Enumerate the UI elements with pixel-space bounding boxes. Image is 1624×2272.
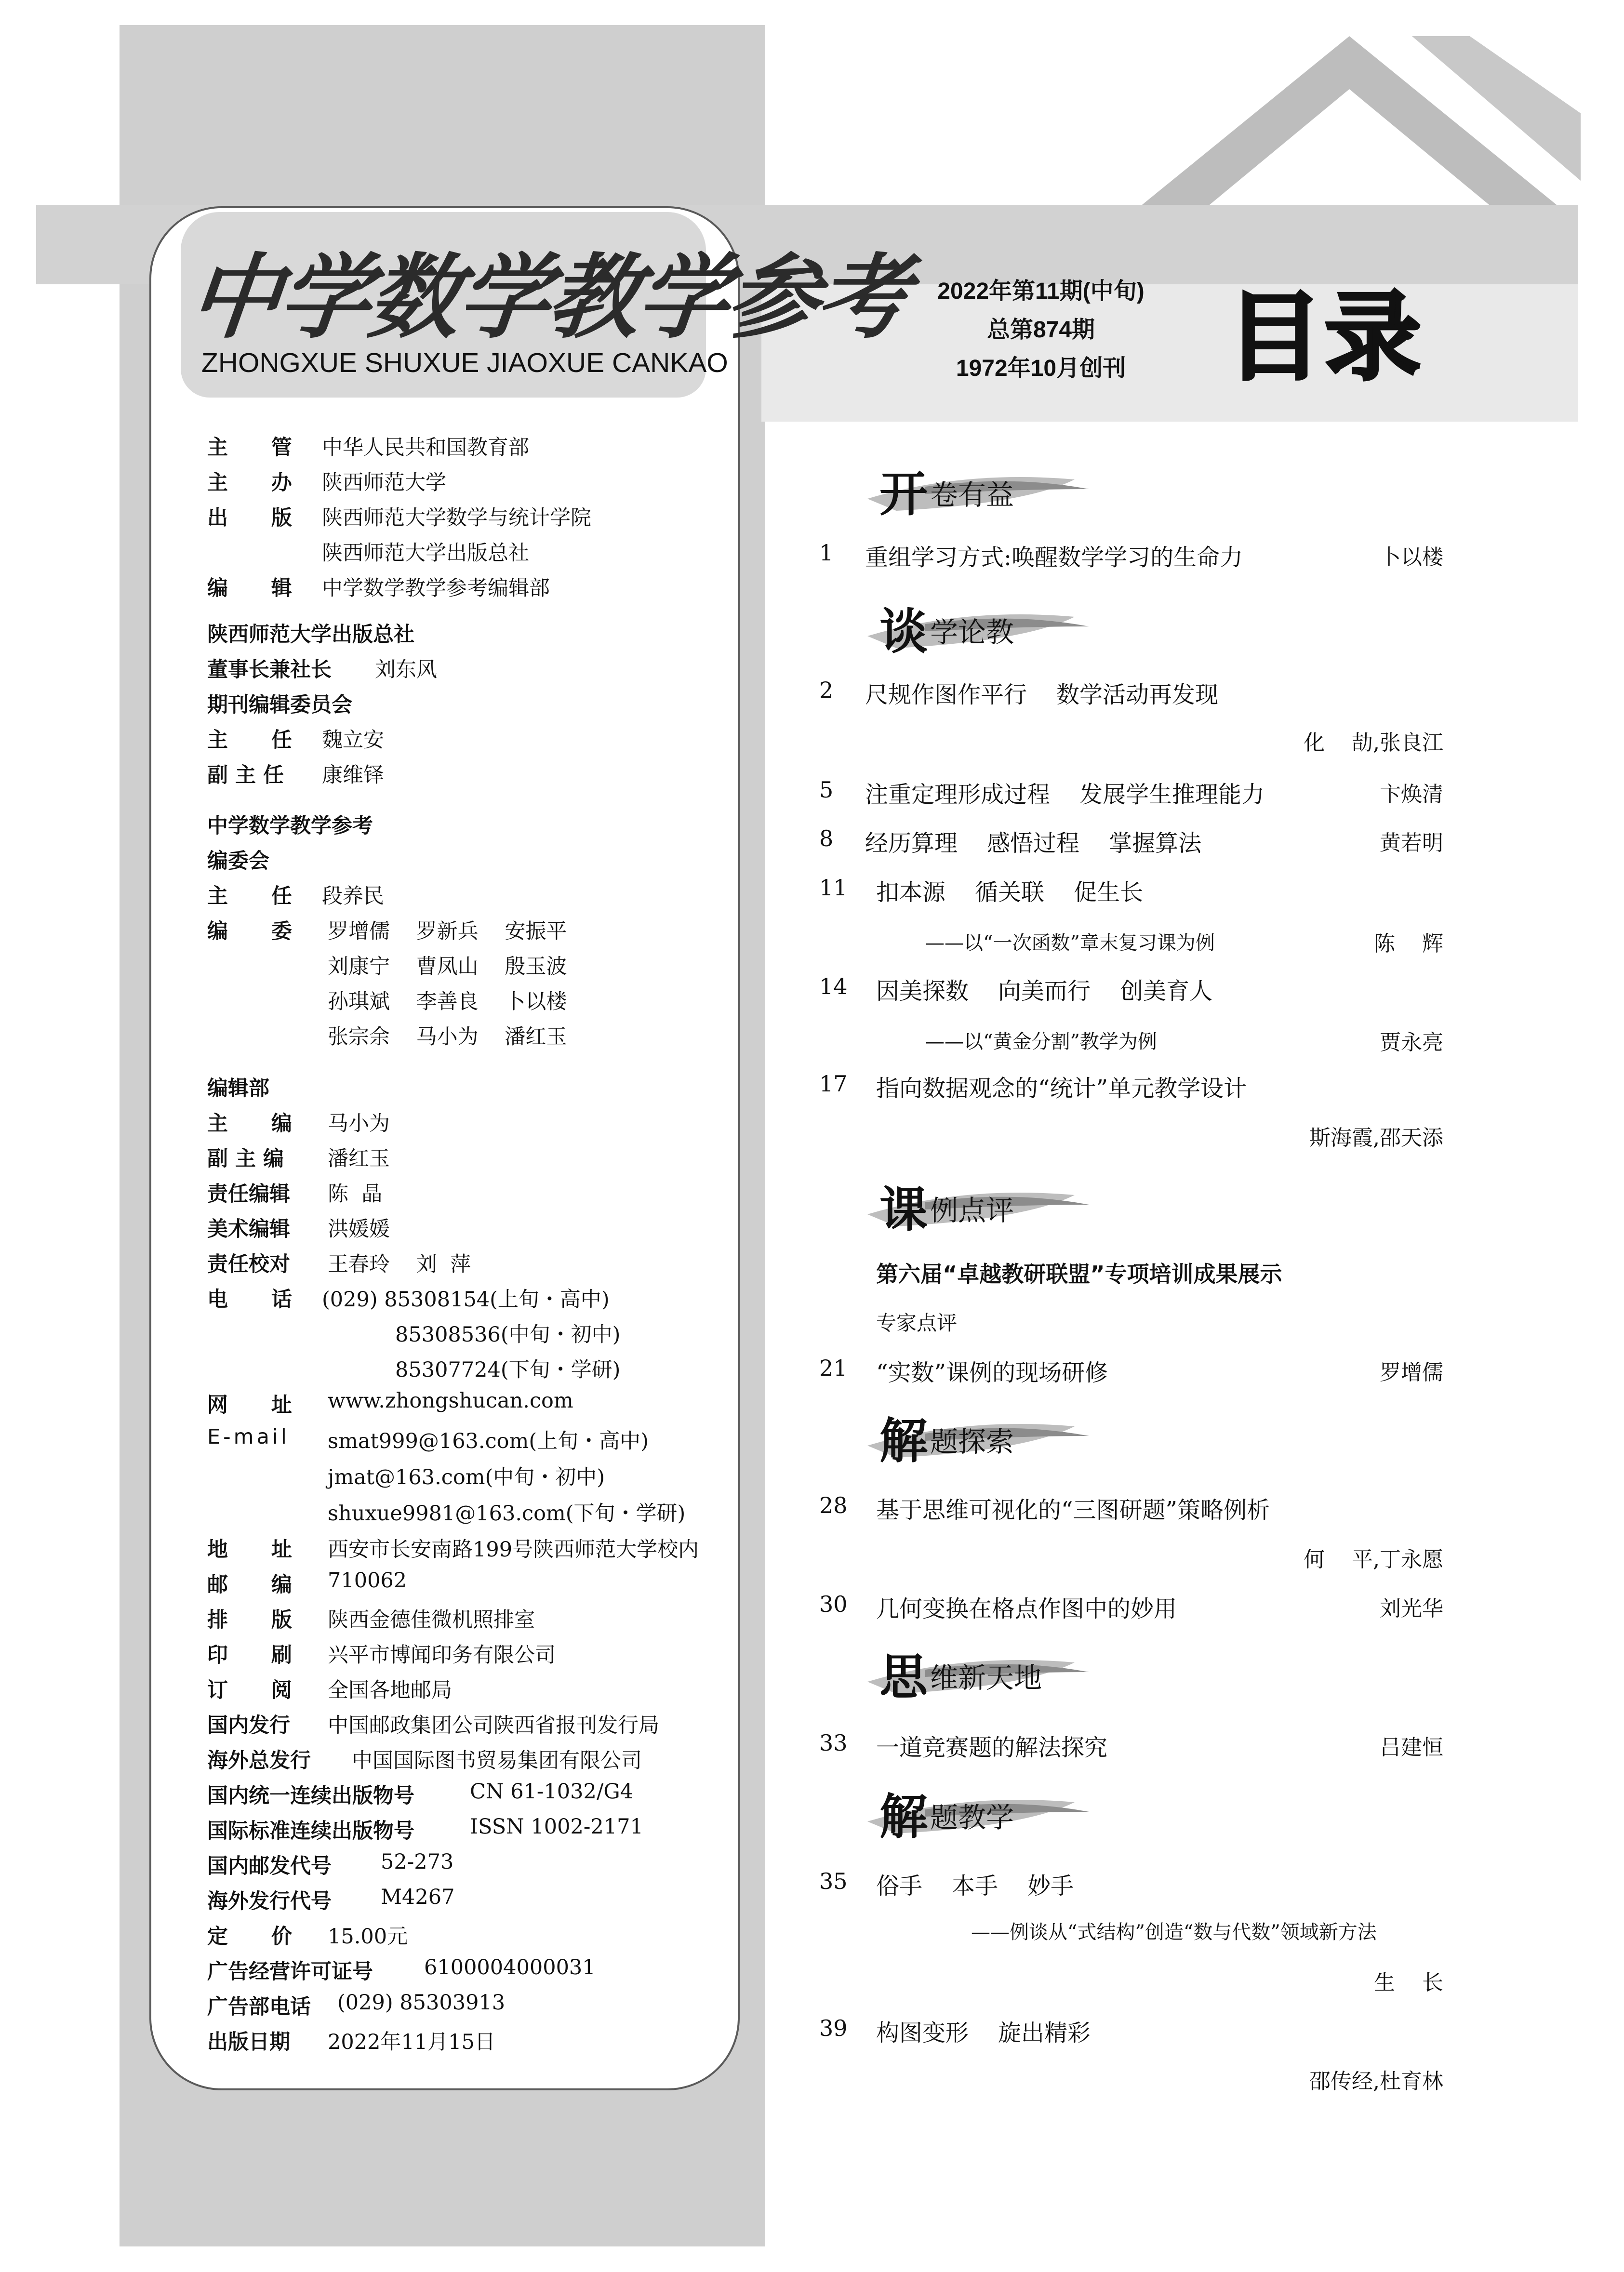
issue-number: 2022年第11期(中旬) bbox=[937, 279, 1145, 304]
info-label: 广告部电话 bbox=[207, 1995, 311, 2019]
info-value: ISSN 1002-2171 bbox=[470, 1815, 643, 1839]
email-link[interactable]: smat999@163.com(上旬・高中) bbox=[328, 1429, 649, 1453]
info-heading: 编委会 bbox=[207, 849, 269, 873]
section-initial: 解 bbox=[879, 1789, 928, 1845]
info-value: 中学数学教学参考编辑部 bbox=[322, 576, 550, 600]
toc-page: 39 bbox=[819, 2015, 848, 2041]
info-value: 52-273 bbox=[381, 1850, 454, 1874]
section-initial: 谈 bbox=[879, 603, 928, 660]
info-label: 海外总发行 bbox=[207, 1749, 311, 1773]
section-initial: 解 bbox=[879, 1413, 928, 1469]
toc-author: 贾永亮 bbox=[1380, 1030, 1443, 1055]
info-value: 罗增儒 罗新兵 安振平 bbox=[328, 919, 567, 943]
info-label: E-mail bbox=[207, 1425, 290, 1449]
info-value: 孙琪斌 李善良 卜以楼 bbox=[328, 990, 567, 1014]
info-value: 陈 晶 bbox=[328, 1182, 383, 1206]
info-value: 兴平市博闻印务有限公司 bbox=[328, 1643, 556, 1667]
toc-page: 21 bbox=[819, 1355, 848, 1381]
info-label: 责任校对 bbox=[207, 1252, 290, 1276]
toc-page: 17 bbox=[819, 1071, 848, 1097]
special-topic: 第六届“卓越教研联盟”专项培训成果展示 bbox=[876, 1261, 1282, 1287]
info-label: 主 任 bbox=[207, 884, 292, 908]
info-value: 全国各地邮局 bbox=[328, 1678, 452, 1702]
info-label: 邮 编 bbox=[207, 1573, 292, 1597]
info-label: 美术编辑 bbox=[207, 1217, 290, 1241]
info-value: 马小为 bbox=[328, 1112, 390, 1136]
info-label: 主 办 bbox=[207, 471, 292, 495]
price-value: 15.00元 bbox=[328, 1925, 408, 1949]
info-value: 段养民 bbox=[322, 884, 384, 908]
toc-author: 罗增儒 bbox=[1380, 1360, 1443, 1385]
section-label: 题探索 bbox=[930, 1425, 1014, 1458]
section-initial: 课 bbox=[879, 1182, 928, 1238]
website-link[interactable]: www.zhongshucan.com bbox=[328, 1389, 573, 1413]
toc-title[interactable]: 一道竞赛题的解法探究 bbox=[876, 1734, 1108, 1761]
toc-page: 28 bbox=[819, 1492, 848, 1518]
section-header bbox=[867, 1638, 1089, 1705]
toc-page: 33 bbox=[819, 1730, 848, 1756]
info-value: 陕西师范大学出版总社 bbox=[322, 541, 529, 565]
toc-author: 刘光华 bbox=[1380, 1596, 1443, 1621]
expert-comment: 专家点评 bbox=[876, 1311, 958, 1335]
info-value: 刘东风 bbox=[375, 658, 437, 682]
info-value: 中国国际图书贸易集团有限公司 bbox=[352, 1749, 642, 1773]
section-header bbox=[867, 455, 1089, 522]
toc-title[interactable]: 经历算理 感悟过程 掌握算法 bbox=[865, 830, 1202, 857]
info-label: 出 版 bbox=[207, 506, 292, 530]
section-header bbox=[867, 1402, 1089, 1469]
roof-graphic bbox=[1123, 36, 1581, 210]
info-label: 国内邮发代号 bbox=[207, 1854, 332, 1878]
info-label: 董事长兼社长 bbox=[207, 658, 332, 682]
info-value: 2022年11月15日 bbox=[328, 2030, 495, 2054]
toc-title[interactable]: 构图变形 旋出精彩 bbox=[876, 2020, 1091, 2046]
info-value: 洪媛媛 bbox=[328, 1217, 390, 1241]
issue-total: 总第874期 bbox=[986, 317, 1095, 343]
info-label: 国内统一连续出版物号 bbox=[207, 1784, 414, 1808]
toc-author: 陈 辉 bbox=[1374, 931, 1443, 956]
info-heading: 编辑部 bbox=[207, 1076, 269, 1101]
info-label: 印 刷 bbox=[207, 1643, 292, 1667]
toc-title[interactable]: 基于思维可视化的“三图研题”策略例析 bbox=[876, 1497, 1270, 1524]
section-label: 卷有益 bbox=[930, 478, 1014, 511]
toc-page: 1 bbox=[819, 540, 834, 566]
toc-author: 邵传经,杜育林 bbox=[1309, 2069, 1443, 2094]
toc-page: 35 bbox=[819, 1868, 848, 1894]
toc-title[interactable]: 指向数据观念的“统计”单元教学设计 bbox=[876, 1075, 1247, 1102]
info-label: 主 管 bbox=[207, 436, 292, 460]
info-label: 订 阅 bbox=[207, 1678, 292, 1702]
info-value: CN 61-1032/G4 bbox=[470, 1780, 634, 1804]
toc-title[interactable]: 尺规作图作平行 数学活动再发现 bbox=[865, 681, 1219, 708]
toc-title[interactable]: 俗手 本手 妙手 bbox=[876, 1873, 1074, 1900]
toc-page: 14 bbox=[819, 973, 848, 999]
toc-page: 5 bbox=[819, 777, 834, 803]
toc-title[interactable]: 几何变换在格点作图中的妙用 bbox=[876, 1595, 1177, 1622]
toc-page: 30 bbox=[819, 1591, 848, 1617]
info-label: 定 价 bbox=[207, 1925, 292, 1949]
info-value: 西安市长安南路199号陕西师范大学校内 bbox=[328, 1538, 699, 1562]
toc-author: 何 平,丁永愿 bbox=[1304, 1547, 1443, 1572]
page-title: 目录 bbox=[1226, 281, 1424, 394]
toc-author: 生 长 bbox=[1374, 1970, 1443, 1995]
info-label: 地 址 bbox=[207, 1538, 292, 1562]
info-heading: 中学数学教学参考 bbox=[207, 814, 373, 838]
info-heading: 陕西师范大学出版总社 bbox=[207, 623, 414, 647]
section-label: 维新天地 bbox=[930, 1661, 1042, 1694]
toc-page: 2 bbox=[819, 677, 834, 703]
info-value: M4267 bbox=[381, 1885, 455, 1909]
info-label: 电 话 bbox=[207, 1288, 292, 1312]
info-label: 副 主 任 bbox=[207, 763, 284, 787]
info-value: 710062 bbox=[328, 1568, 407, 1593]
section-header bbox=[867, 593, 1089, 660]
toc-page: 11 bbox=[819, 875, 848, 901]
info-label: 海外发行代号 bbox=[207, 1889, 332, 1913]
email-link[interactable]: shuxue9981@163.com(下旬・学研) bbox=[328, 1501, 686, 1526]
info-value: 潘红玉 bbox=[328, 1147, 390, 1171]
section-initial: 开 bbox=[879, 466, 928, 522]
info-value: 王春玲 刘 萍 bbox=[328, 1252, 471, 1276]
info-value: 陕西师范大学 bbox=[322, 471, 446, 495]
journal-logo: 中学数学教学参考 bbox=[184, 243, 913, 351]
section-label: 题教学 bbox=[930, 1801, 1014, 1834]
email-link[interactable]: jmat@163.com(中旬・初中) bbox=[328, 1465, 605, 1489]
info-label: 国内发行 bbox=[207, 1714, 290, 1738]
toc-author: 卜以楼 bbox=[1380, 545, 1443, 570]
info-label: 主 任 bbox=[207, 728, 292, 752]
info-label: 主 编 bbox=[207, 1112, 292, 1136]
info-label: 出版日期 bbox=[207, 2030, 290, 2054]
info-value: (029) 85303913 bbox=[337, 1991, 506, 2015]
info-value: 魏立安 bbox=[322, 728, 384, 752]
toc-title[interactable]: “实数”课例的现场研修 bbox=[876, 1359, 1108, 1386]
info-value: 中国邮政集团公司陕西省报刊发行局 bbox=[328, 1714, 659, 1738]
info-label: 排 版 bbox=[207, 1608, 292, 1632]
toc-page: 8 bbox=[819, 825, 834, 851]
toc-subtitle: ——以“一次函数”章末复习课为例 bbox=[925, 932, 1215, 954]
section-label: 例点评 bbox=[930, 1194, 1014, 1227]
info-value: 陕西师范大学数学与统计学院 bbox=[322, 506, 591, 530]
toc-author: 卞焕清 bbox=[1380, 782, 1443, 807]
toc-title[interactable]: 重组学习方式:唤醒数学学习的生命力 bbox=[865, 544, 1243, 571]
toc-author: 黄若明 bbox=[1380, 831, 1443, 855]
info-label: 副 主 编 bbox=[207, 1147, 284, 1171]
toc-title[interactable]: 注重定理形成过程 发展学生推理能力 bbox=[865, 781, 1265, 808]
section-initial: 思 bbox=[879, 1649, 928, 1705]
info-label: 责任编辑 bbox=[207, 1182, 290, 1206]
toc-author: 化 劼,张良江 bbox=[1304, 731, 1443, 755]
issue-founded: 1972年10月创刊 bbox=[956, 356, 1126, 381]
info-label: 编 委 bbox=[207, 919, 292, 943]
section-label: 学论教 bbox=[930, 616, 1014, 649]
section-header bbox=[867, 1778, 1089, 1845]
phone-value: 85307724(下旬・学研) bbox=[395, 1358, 621, 1382]
info-value: 中华人民共和国教育部 bbox=[322, 436, 529, 460]
toc-subtitle: ——以“黄金分割”教学为例 bbox=[925, 1031, 1157, 1053]
info-label: 网 址 bbox=[207, 1393, 292, 1417]
phone-value: 85308536(中旬・初中) bbox=[395, 1323, 621, 1347]
phone-value: (029) 85308154(上旬・高中) bbox=[322, 1288, 610, 1312]
info-heading: 期刊编辑委员会 bbox=[207, 693, 352, 717]
toc-author: 吕建恒 bbox=[1380, 1735, 1443, 1760]
info-label: 广告经营许可证号 bbox=[207, 1960, 373, 1984]
info-value: 陕西金德佳微机照排室 bbox=[328, 1608, 535, 1632]
toc-title[interactable]: 扣本源 循关联 促生长 bbox=[876, 879, 1144, 906]
info-value: 张宗余 马小为 潘红玉 bbox=[328, 1025, 567, 1049]
section-header bbox=[867, 1171, 1089, 1238]
info-value: 康维铎 bbox=[322, 763, 384, 787]
journal-logo-pinyin: ZHONGXUE SHUXUE JIAOXUE CANKAO bbox=[201, 347, 728, 378]
toc-title[interactable]: 因美探数 向美而行 创美育人 bbox=[876, 978, 1213, 1005]
toc-subtitle: ——例谈从“式结构”创造“数与代数”领域新方法 bbox=[971, 1921, 1377, 1943]
toc-author: 斯海霞,邵天添 bbox=[1309, 1126, 1443, 1150]
info-value: 刘康宁 曹凤山 殷玉波 bbox=[328, 955, 567, 979]
info-label: 编 辑 bbox=[207, 576, 292, 600]
info-label: 国际标准连续出版物号 bbox=[207, 1819, 414, 1843]
info-value: 6100004000031 bbox=[424, 1955, 596, 1980]
